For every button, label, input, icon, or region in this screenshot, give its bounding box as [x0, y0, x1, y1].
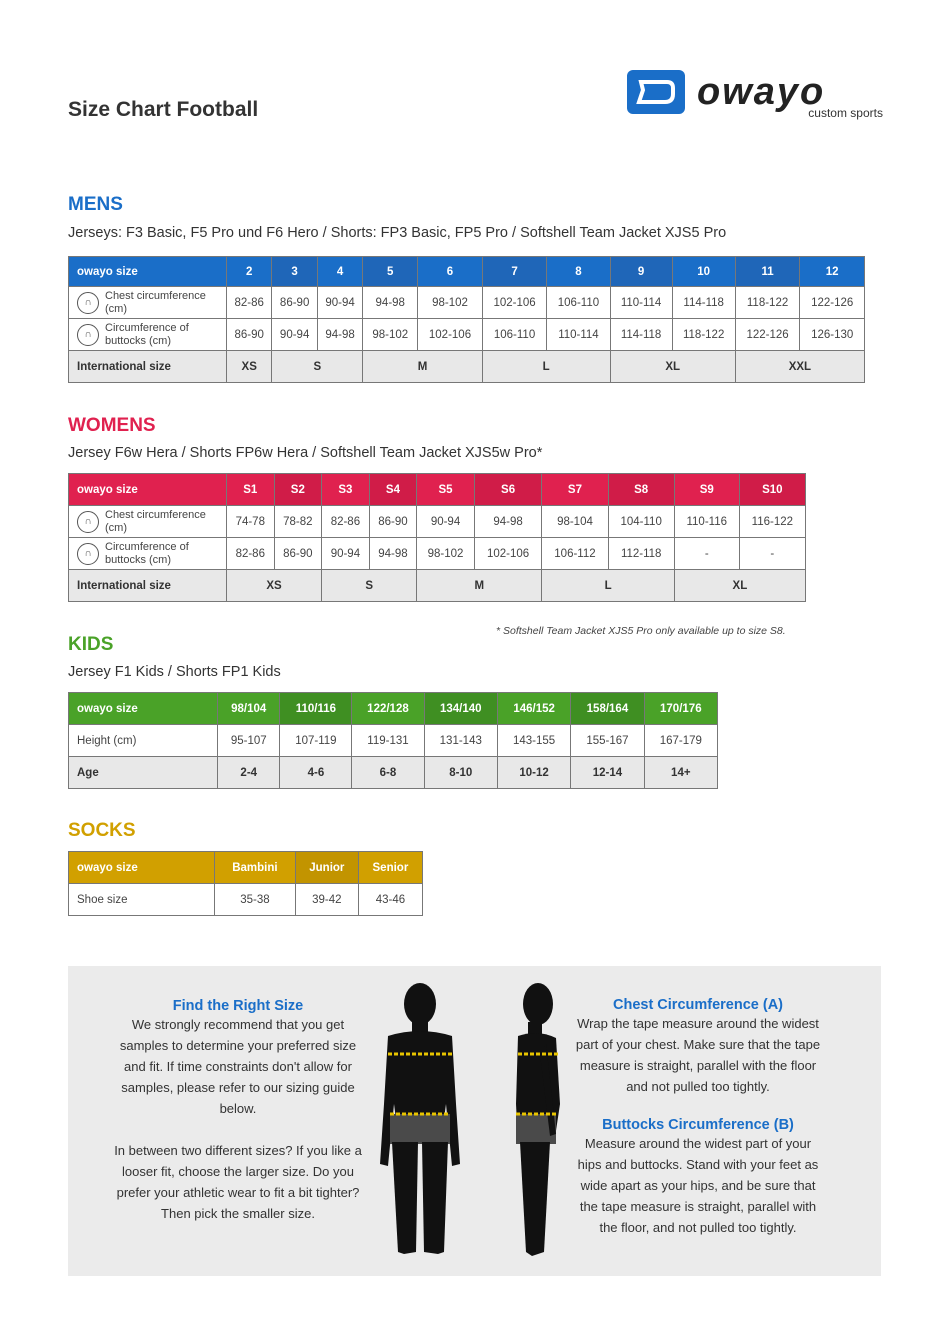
international-size-cell: XL [610, 351, 735, 383]
age-value-cell: 14+ [644, 757, 717, 789]
chest-value-cell: 78-82 [274, 506, 322, 538]
womens-subtitle: Jersey F6w Hera / Shorts FP6w Hera / Softshell Team Jacket XJS5w Pro* [68, 445, 543, 461]
international-size-label: International size [69, 570, 227, 602]
size-header-cell: 122/128 [352, 693, 424, 725]
logo-badge-icon [627, 70, 685, 114]
size-header-cell: S10 [739, 474, 805, 506]
size-header-cell: 158/164 [571, 693, 644, 725]
buttocks-value-cell: - [674, 538, 739, 570]
socks-size-table [68, 851, 423, 916]
side-figure-icon [516, 983, 560, 1256]
buttocks-value-cell: 126-130 [800, 319, 865, 351]
socks-shoe-row [69, 884, 423, 916]
age-label: Age [69, 757, 218, 789]
chest-heading: Chest Circumference (A) [612, 997, 783, 1013]
chest-text: Wrap the tape measure around the widest part of your chest. Make sure that the tape measure is straight, parallel with the floor and not pulled too tightly. [575, 1016, 821, 1094]
international-size-cell: XS [227, 351, 272, 383]
buttocks-circumference-label: Circumference of buttocks (cm) [105, 540, 189, 566]
chest-circumference-icon: ∩ [77, 292, 99, 314]
chest-value-cell: 86-90 [272, 287, 317, 319]
chest-value-cell: 118-122 [735, 287, 800, 319]
size-header-cell: 6 [418, 257, 483, 287]
mens-header-row [69, 257, 865, 287]
chest-circumference-icon: ∩ [77, 511, 99, 533]
size-header-cell: 5 [363, 257, 418, 287]
chest-value-cell: 102-106 [482, 287, 547, 319]
body-measurement-figures [368, 974, 608, 1268]
buttocks-value-cell: - [739, 538, 805, 570]
front-figure-icon [380, 983, 460, 1254]
height-value-cell: 107-119 [280, 725, 352, 757]
buttocks-circumference-icon: ∩ [77, 543, 99, 565]
size-header-cell: S8 [608, 474, 674, 506]
womens-header-row [69, 474, 806, 506]
logo-wordmark: owayo [697, 71, 826, 113]
buttocks-value-cell: 98-102 [417, 538, 475, 570]
chest-value-cell: 86-90 [369, 506, 417, 538]
socks-header-row [69, 852, 423, 884]
size-header-cell: 146/152 [497, 693, 570, 725]
buttocks-value-cell: 82-86 [227, 538, 275, 570]
chest-circumference-cell [69, 506, 227, 538]
size-header-cell: 7 [482, 257, 547, 287]
chest-value-cell: 104-110 [608, 506, 674, 538]
chest-value-cell: 74-78 [227, 506, 275, 538]
logo-tagline: custom sports [808, 106, 883, 120]
mens-size-table [68, 256, 865, 383]
chest-circumference-label: Chest circumference (cm) [105, 508, 206, 534]
size-header-cell: 2 [227, 257, 272, 287]
find-size-text-1: We strongly recommend that you get samples to determine your preferred size and fit. If time constraints don't allow for samples, please refer to our sizing guide below. [119, 1017, 357, 1116]
chest-value-cell: 94-98 [363, 287, 418, 319]
buttocks-value-cell: 102-106 [418, 319, 483, 351]
age-value-cell: 6-8 [352, 757, 424, 789]
shoe-size-value-cell: 35-38 [215, 884, 296, 916]
buttocks-value-cell: 94-98 [369, 538, 417, 570]
international-size-cell: XXL [735, 351, 864, 383]
mens-subtitle: Jerseys: F3 Basic, F5 Pro und F6 Hero / Shorts: FP3 Basic, FP5 Pro / Softshell Team Jacket XJS5 Pro [68, 225, 727, 241]
size-header-cell: Senior [358, 852, 422, 884]
size-header-cell: S1 [227, 474, 275, 506]
buttocks-circumference-cell [69, 538, 227, 570]
kids-age-row [69, 757, 718, 789]
buttocks-value-cell: 114-118 [610, 319, 672, 351]
size-header-cell: Junior [295, 852, 358, 884]
buttocks-value-cell: 102-106 [474, 538, 542, 570]
buttocks-value-cell: 86-90 [227, 319, 272, 351]
chest-value-cell: 122-126 [800, 287, 865, 319]
size-header-cell: 8 [547, 257, 610, 287]
buttocks-circumference-cell [69, 319, 227, 351]
kids-subtitle: Jersey F1 Kids / Shorts FP1 Kids [68, 664, 281, 680]
size-header-cell: 9 [610, 257, 672, 287]
size-header-cell: 170/176 [644, 693, 717, 725]
buttocks-value-cell: 110-114 [547, 319, 610, 351]
size-header-cell: 4 [317, 257, 362, 287]
chest-value-cell: 90-94 [317, 287, 362, 319]
age-value-cell: 8-10 [424, 757, 497, 789]
buttocks-value-cell: 112-118 [608, 538, 674, 570]
chest-circumference-cell [69, 287, 227, 319]
womens-buttocks-row [69, 538, 806, 570]
size-header-cell: 10 [672, 257, 735, 287]
international-size-cell: M [363, 351, 483, 383]
international-size-cell: XS [227, 570, 322, 602]
age-value-cell: 4-6 [280, 757, 352, 789]
height-value-cell: 119-131 [352, 725, 424, 757]
mens-buttocks-row [69, 319, 865, 351]
mens-chest-row [69, 287, 865, 319]
buttocks-value-cell: 122-126 [735, 319, 800, 351]
chest-value-cell: 110-116 [674, 506, 739, 538]
womens-intl-row [69, 570, 806, 602]
size-header-cell: 98/104 [218, 693, 280, 725]
size-header-cell: S9 [674, 474, 739, 506]
chest-value-cell: 82-86 [322, 506, 370, 538]
size-header-cell: S3 [322, 474, 370, 506]
international-size-cell: L [542, 570, 674, 602]
size-header-cell: S6 [474, 474, 542, 506]
buttocks-value-cell: 90-94 [272, 319, 317, 351]
size-header-cell: Bambini [215, 852, 296, 884]
buttocks-value-cell: 106-112 [542, 538, 608, 570]
height-label: Height (cm) [69, 725, 218, 757]
buttocks-circumference-label: Circumference of buttocks (cm) [105, 321, 189, 347]
height-value-cell: 95-107 [218, 725, 280, 757]
kids-height-row [69, 725, 718, 757]
womens-title: WOMENS [68, 415, 156, 436]
womens-size-table [68, 473, 806, 602]
size-header-cell: S7 [542, 474, 608, 506]
womens-footnote: * Softshell Team Jacket XJS5 Pro only available up to size S8. [496, 625, 786, 637]
owayo-size-header: owayo size [69, 852, 215, 884]
size-header-cell: 12 [800, 257, 865, 287]
shoe-size-value-cell: 39-42 [295, 884, 358, 916]
find-size-heading: Find the Right Size [172, 998, 304, 1014]
chest-value-cell: 82-86 [227, 287, 272, 319]
height-value-cell: 143-155 [497, 725, 570, 757]
chest-value-cell: 98-102 [418, 287, 483, 319]
age-value-cell: 10-12 [497, 757, 570, 789]
womens-chest-row [69, 506, 806, 538]
chest-value-cell: 106-110 [547, 287, 610, 319]
buttocks-value-cell: 98-102 [363, 319, 418, 351]
buttocks-value-cell: 106-110 [482, 319, 547, 351]
size-header-cell: S2 [274, 474, 322, 506]
international-size-cell: L [482, 351, 610, 383]
size-header-cell: S4 [369, 474, 417, 506]
age-value-cell: 2-4 [218, 757, 280, 789]
international-size-cell: XL [674, 570, 805, 602]
chest-value-cell: 94-98 [474, 506, 542, 538]
buttocks-value-cell: 118-122 [672, 319, 735, 351]
chest-value-cell: 116-122 [739, 506, 805, 538]
kids-title: KIDS [68, 634, 114, 655]
international-size-cell: S [272, 351, 363, 383]
measurement-info-panel [68, 966, 881, 1276]
buttocks-value-cell: 94-98 [317, 319, 362, 351]
buttocks-value-cell: 90-94 [322, 538, 370, 570]
shoe-size-value-cell: 43-46 [358, 884, 422, 916]
international-size-label: International size [69, 351, 227, 383]
height-value-cell: 155-167 [571, 725, 644, 757]
chest-value-cell: 114-118 [672, 287, 735, 319]
size-header-cell: 110/116 [280, 693, 352, 725]
size-header-cell: 11 [735, 257, 800, 287]
chest-value-cell: 98-104 [542, 506, 608, 538]
kids-size-table [68, 692, 718, 789]
height-value-cell: 167-179 [644, 725, 717, 757]
page-title: Size Chart Football [68, 98, 259, 121]
buttocks-value-cell: 86-90 [274, 538, 322, 570]
height-value-cell: 131-143 [424, 725, 497, 757]
chest-circumference-label: Chest circumference (cm) [105, 289, 206, 315]
kids-header-row [69, 693, 718, 725]
owayo-size-header: owayo size [69, 474, 227, 506]
buttocks-text: Measure around the widest part of your hips and buttocks. Stand with your feet as wide apart as your hips, and be sure that the tape measure is straight, parallel with the floor, and not pulled too tightly. [577, 1136, 819, 1235]
mens-title: MENS [68, 194, 123, 215]
buttocks-circumference-icon: ∩ [77, 324, 99, 346]
owayo-logo [627, 70, 883, 122]
owayo-size-header: owayo size [69, 257, 227, 287]
chest-value-cell: 110-114 [610, 287, 672, 319]
size-header-cell: 3 [272, 257, 317, 287]
socks-title: SOCKS [68, 820, 136, 841]
chest-value-cell: 90-94 [417, 506, 475, 538]
size-header-cell: S5 [417, 474, 475, 506]
international-size-cell: S [322, 570, 417, 602]
age-value-cell: 12-14 [571, 757, 644, 789]
shoe-size-label: Shoe size [69, 884, 215, 916]
mens-intl-row [69, 351, 865, 383]
international-size-cell: M [417, 570, 542, 602]
size-header-cell: 134/140 [424, 693, 497, 725]
owayo-size-header: owayo size [69, 693, 218, 725]
buttocks-heading: Buttocks Circumference (B) [602, 1117, 794, 1133]
find-size-text-2: In between two different sizes? If you like a looser fit, choose the larger size. Do you prefer your athletic wear to fit a bit tighter? Then pick the smaller size. [114, 1143, 362, 1221]
